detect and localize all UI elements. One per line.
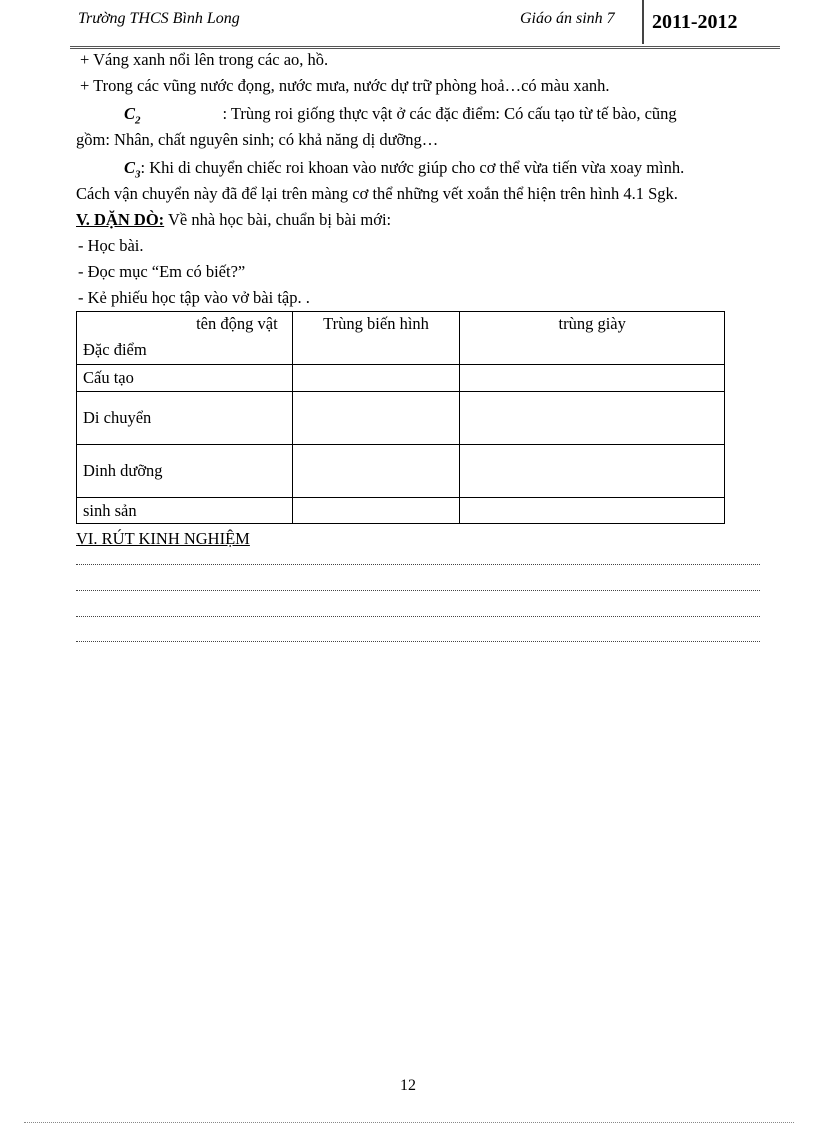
body-line-2: + Trong các vũng nước đọng, nước mưa, nước dự trữ phòng hoả…có màu xanh.: [80, 76, 610, 95]
table-header-row: [77, 312, 725, 365]
table-cell: [460, 365, 725, 392]
row-label: Dinh dưỡng: [77, 445, 293, 498]
section-6-title: VI. RÚT KINH NGHIỆM: [76, 529, 250, 548]
task-3: - Kẻ phiếu học tập vào vở bài tập. .: [78, 288, 310, 307]
table-cell: [460, 392, 725, 445]
table-cell: [292, 498, 460, 524]
row-label: Di chuyển: [77, 392, 293, 445]
table-cell: [460, 498, 725, 524]
c2-paragraph: [124, 104, 746, 126]
section-5-title: V. DẶN DÒ:: [76, 210, 165, 229]
dotted-line: [76, 640, 760, 642]
row-label: Cấu tạo: [77, 365, 293, 392]
dotted-line: [76, 563, 760, 565]
row-label: sinh sản: [77, 498, 293, 524]
section-5-text: Về nhà học bài, chuẩn bị bài mới:: [164, 210, 392, 229]
table-row: [77, 392, 725, 445]
dotted-line: [76, 589, 760, 591]
c3-label: $C_3$: [124, 158, 141, 181]
c3-paragraph: [124, 158, 684, 180]
c3-continuation: Cách vận chuyển này đã để lại trên màng cơ thể những vết xoắn thể hiện trên hình 4.1 Sgk.: [76, 184, 678, 203]
column-header-2: trùng giày: [460, 312, 725, 365]
c3-text: : Khi di chuyển chiếc roi khoan vào nước giúp cho cơ thể vừa tiến vừa xoay mình.: [140, 158, 685, 177]
column-header-1: Trùng biến hình: [292, 312, 460, 365]
body-line-1: + Váng xanh nổi lên trong các ao, hồ.: [80, 50, 329, 69]
task-2: - Đọc mục “Em có biết?”: [78, 262, 246, 281]
c2-continuation: gồm: Nhân, chất nguyên sinh; có khả năng dị dưỡng…: [76, 130, 439, 149]
corner-top-label: tên động vật: [196, 314, 278, 333]
corner-bottom-label: Đặc điểm: [83, 340, 147, 359]
c2-label: $C_2$: [124, 104, 141, 127]
table-cell: [292, 365, 460, 392]
page-header: [70, 0, 780, 49]
table-corner-cell: [77, 312, 293, 365]
task-1: - Học bài.: [78, 236, 144, 255]
table-cell: [460, 445, 725, 498]
table-cell: [292, 392, 460, 445]
table-cell: [292, 445, 460, 498]
table-row: [77, 445, 725, 498]
c2-text: : Trùng roi giống thực vật ở các đặc điểm: Có cấu tạo từ tế bào, cũng: [222, 104, 677, 123]
dotted-line: [76, 615, 760, 617]
subject-title: Giáo án sinh 7: [520, 10, 615, 27]
worksheet-table: [76, 311, 725, 524]
page-number: 12: [400, 1077, 416, 1094]
table-row: [77, 498, 725, 524]
table-row: [77, 365, 725, 392]
section-5: [76, 210, 391, 230]
school-name: Trường THCS Bình Long: [78, 10, 240, 27]
school-year: 2011-2012: [642, 0, 780, 44]
